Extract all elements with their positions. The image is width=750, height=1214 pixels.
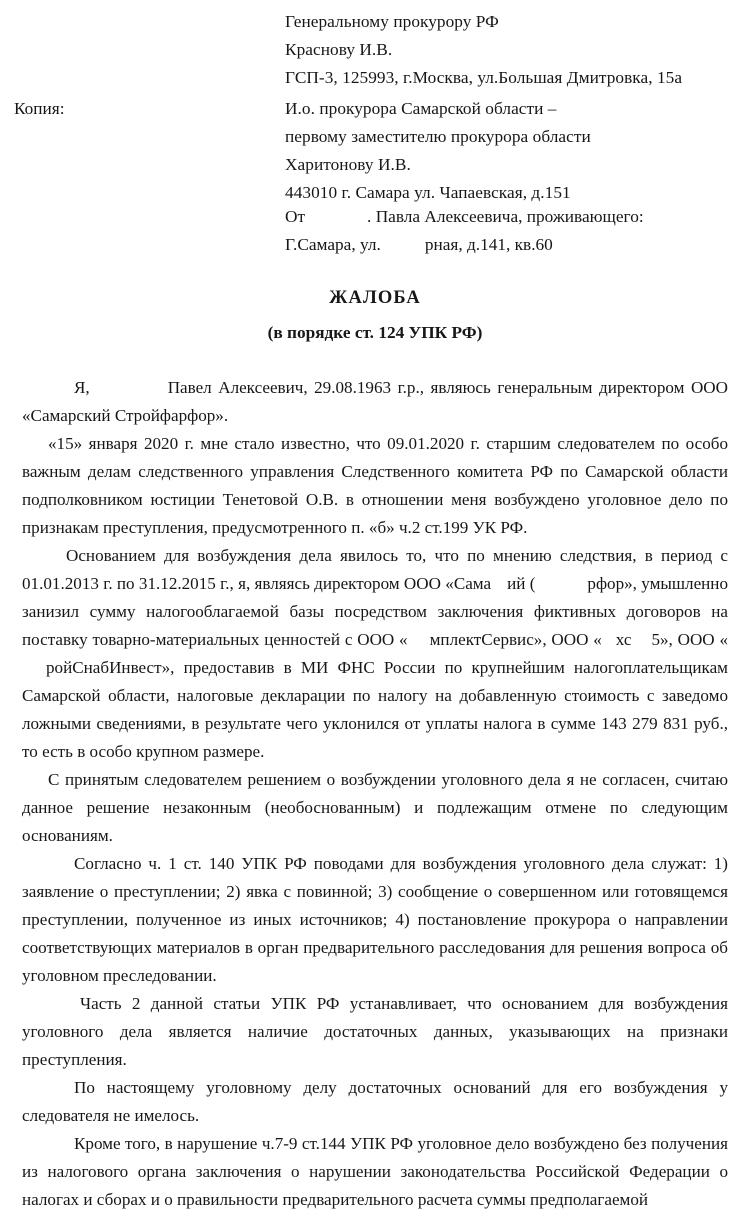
para1-lead: Я, <box>74 378 90 397</box>
para3-seg-e: хс <box>615 630 632 649</box>
sender-city-prefix: Г.Самара, ул. <box>285 235 381 254</box>
para3-seg-b: ий ( <box>507 574 536 593</box>
paragraph-8: Кроме того, в нарушение ч.7-9 ст.144 УПК РФ уголовное дело возбуждено без получения из налогового органа заключения о нарушении законодательства Российской Федерации о налогах и сборах и о правильности предварительного расчета суммы предполагаемой <box>22 1134 728 1209</box>
paragraph-7: По настоящему уголовному делу достаточных оснований для его возбуждения у следователя не имелось. <box>22 1078 728 1125</box>
paragraph-6: Часть 2 данной статьи УПК РФ устанавливает, что основанием для возбуждения уголовного дела является наличие достаточных данных, указывающих на признаки преступления. <box>22 994 728 1069</box>
copy-line-2: первому заместителю прокурора области <box>285 127 591 146</box>
copy-recipient-block <box>0 95 730 207</box>
para3-seg-f: 5», ООО « <box>651 630 728 649</box>
para3-seg-g: ройСнабИнвест», предоставив в МИ ФНС России по крупнейшим налогоплательщикам Самарской области, налоговые декларации по налогу на добавленную стоимость с заведомо ложными сведениями, в результате чего уклонился от уплаты налога в сумме 143 279 831 руб., то есть в особо крупном размере. <box>22 658 728 761</box>
para1-rest: Павел Алексеевич, 29.08.1963 г.р., являюсь генеральным директором ООО «Самарский Стройфарфор». <box>22 378 728 425</box>
document-title: ЖАЛОБА <box>329 288 421 308</box>
paragraph-4: С принятым следователем решением о возбуждении уголовного дела я не согласен, считаю данное решение незаконным (необоснованным) и подлежащим отмене по следующим основаниям. <box>22 770 728 845</box>
paragraph-1 <box>22 374 728 430</box>
document-body <box>22 374 728 1214</box>
para3-seg-c: рфор», умышленно занизил сумму налогооблагаемой базы посредством заключения фиктивных договоров на поставку товарно-материальных ценностей с ООО « <box>22 574 728 649</box>
sender-from-prefix: От <box>285 207 306 226</box>
copy-line-3: Харитонову И.В. <box>285 155 411 174</box>
para3-seg-a: Основанием для возбуждения дела явилось то, что по мнению следствия, в период с 01.01.2013 г. по 31.12.2015 г., я, являясь директором ООО «Сама <box>22 546 728 593</box>
addressee-block <box>285 8 730 92</box>
document-subtitle: (в порядке ст. 124 УПК РФ) <box>267 323 483 342</box>
paragraph-2: «15» января 2020 г. мне стало известно, что 09.01.2020 г. старшим следователем по особо важным делам следственного управления Следственного комитета РФ по Самарской области подполковником юстиции Тенетовой О.В. в отношении меня возбуждено уголовное дело по признакам преступления, предусмотренного п. «б» ч.2 ст.199 УК РФ. <box>22 434 728 537</box>
addressee-line-2: Краснову И.В. <box>285 40 393 59</box>
sender-address-suffix: рная, д.141, кв.60 <box>424 235 553 254</box>
sender-line-1 <box>285 203 730 231</box>
para3-seg-d: мплектСервис», ООО « <box>429 630 602 649</box>
sender-from-suffix: . Павла Алексеевича, проживающего: <box>367 207 644 226</box>
copy-label: Копия: <box>14 99 65 118</box>
sender-line-2 <box>285 231 730 259</box>
paragraph-5: Согласно ч. 1 ст. 140 УПК РФ поводами для возбуждения уголовного дела служат: 1) заявление о преступлении; 2) явка с повинной; 3) сообщение о совершенном или готовящемся преступлении, полученное из иных источников; 4) постановление прокурора о направлении соответствующих материалов в орган предварительного расследования для решения вопроса об уголовном преследовании. <box>22 854 728 985</box>
copy-line-4: 443010 г. Самара ул. Чапаевская, д.151 <box>285 183 571 202</box>
addressee-line-1: Генеральному прокурору РФ <box>285 12 499 31</box>
addressee-line-3: ГСП-3, 125993, г.Москва, ул.Большая Дмитровка, 15а <box>285 68 683 87</box>
copy-recipient-address <box>285 95 730 207</box>
sender-block <box>285 203 730 259</box>
paragraph-3 <box>22 542 728 766</box>
copy-line-1: И.о. прокурора Самарской области – <box>285 99 557 118</box>
